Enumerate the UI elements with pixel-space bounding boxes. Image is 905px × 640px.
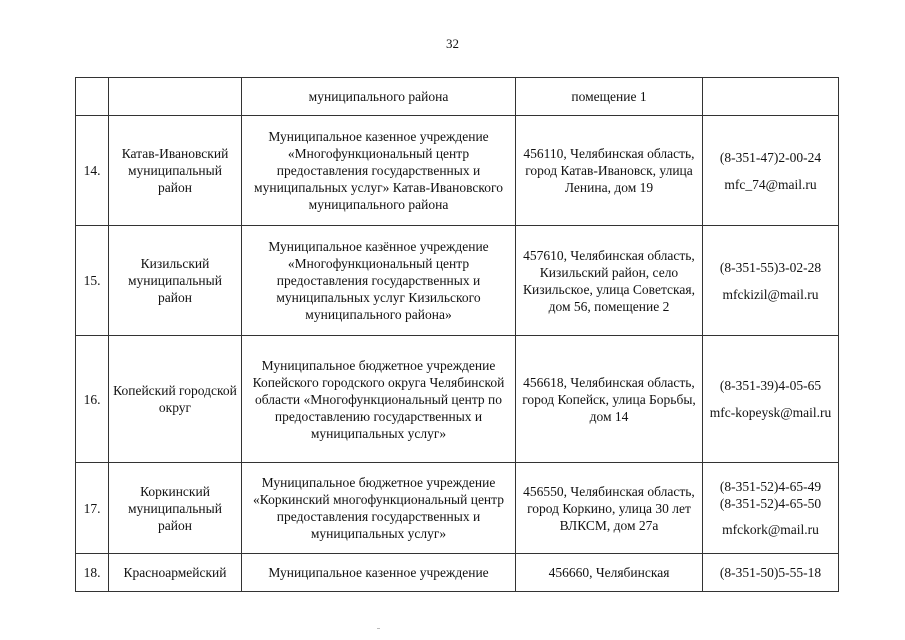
email-link[interactable]: mfckork@mail.ru: [722, 522, 819, 537]
phone: (8-351-55)3-02-28: [719, 259, 822, 275]
table-row: [76, 554, 839, 592]
area-name: Копейский городской округ: [109, 336, 242, 463]
phone: (8-351-52)4-65-49: [719, 479, 822, 494]
table-row: [76, 116, 839, 226]
row-number: 18.: [76, 554, 109, 592]
area-name: Коркинский муниципальный район: [109, 463, 242, 554]
row-number: 14.: [76, 116, 109, 226]
email-link[interactable]: mfc-kopeysk@mail.ru: [709, 405, 832, 420]
contacts: [703, 336, 839, 463]
cell-num: [76, 78, 109, 116]
area-name: Кизильский муниципальный район: [109, 226, 242, 336]
mfc-table: [75, 77, 839, 592]
cell-area: [109, 78, 242, 116]
organization-name: Муниципальное бюджетное учреждение «Коркинский многофункциональный центр предоставления государственных и муниципальных услуг»: [242, 463, 516, 554]
organization-name: Муниципальное казённое учреждение «Многофункциональный центр предоставления государственных и муниципальных услуг Кизильского муниципального района»: [242, 226, 516, 336]
area-name: Катав-Ивановский муниципальный район: [109, 116, 242, 226]
table-row: [76, 463, 839, 554]
organization-name: Муниципальное казенное учреждение: [242, 554, 516, 592]
phone: (8-351-47)2-00-24: [719, 149, 822, 165]
row-number: 15.: [76, 226, 109, 336]
organization-name: Муниципальное бюджетное учреждение Копейского городского округа Челябинской области «Многофункциональный центр по предоставлению государственных и муниципальных услуг»: [242, 336, 516, 463]
contacts: [703, 554, 839, 592]
contacts: [703, 116, 839, 226]
table-row-continuation: [76, 78, 839, 116]
address: 456110, Челябинская область, город Катав-Ивановск, улица Ленина, дом 19: [516, 116, 703, 226]
address: 456550, Челябинская область, город Коркино, улица 30 лет ВЛКСМ, дом 27а: [516, 463, 703, 554]
row-number: 16.: [76, 336, 109, 463]
address: 456618, Челябинская область, город Копейск, улица Борьбы, дом 14: [516, 336, 703, 463]
cell-contacts: [703, 78, 839, 116]
address: 456660, Челябинская: [516, 554, 703, 592]
contacts: [703, 226, 839, 336]
phone: (8-351-52)4-65-50: [719, 496, 822, 511]
contacts: [703, 463, 839, 554]
cell-org: муниципального района: [242, 78, 516, 116]
phone: (8-351-50)5-55-18: [719, 565, 822, 580]
cell-address: помещение 1: [516, 78, 703, 116]
table-row: [76, 226, 839, 336]
page-number: 32: [446, 36, 459, 51]
phone: (8-351-39)4-05-65: [719, 378, 822, 393]
email-link[interactable]: mfc_74@mail.ru: [724, 176, 817, 192]
email-link[interactable]: mfckizil@mail.ru: [722, 286, 819, 302]
area-name: Красноармейский: [109, 554, 242, 592]
row-number: 17.: [76, 463, 109, 554]
organization-name: Муниципальное казенное учреждение «Многофункциональный центр предоставления государственных и муниципальных услуг» Катав-Ивановского муниципального района: [242, 116, 516, 226]
table-row: [76, 336, 839, 463]
address: 457610, Челябинская область, Кизильский район, село Кизильское, улица Советская, дом 56, помещение 2: [516, 226, 703, 336]
scan-speck: [377, 628, 380, 629]
